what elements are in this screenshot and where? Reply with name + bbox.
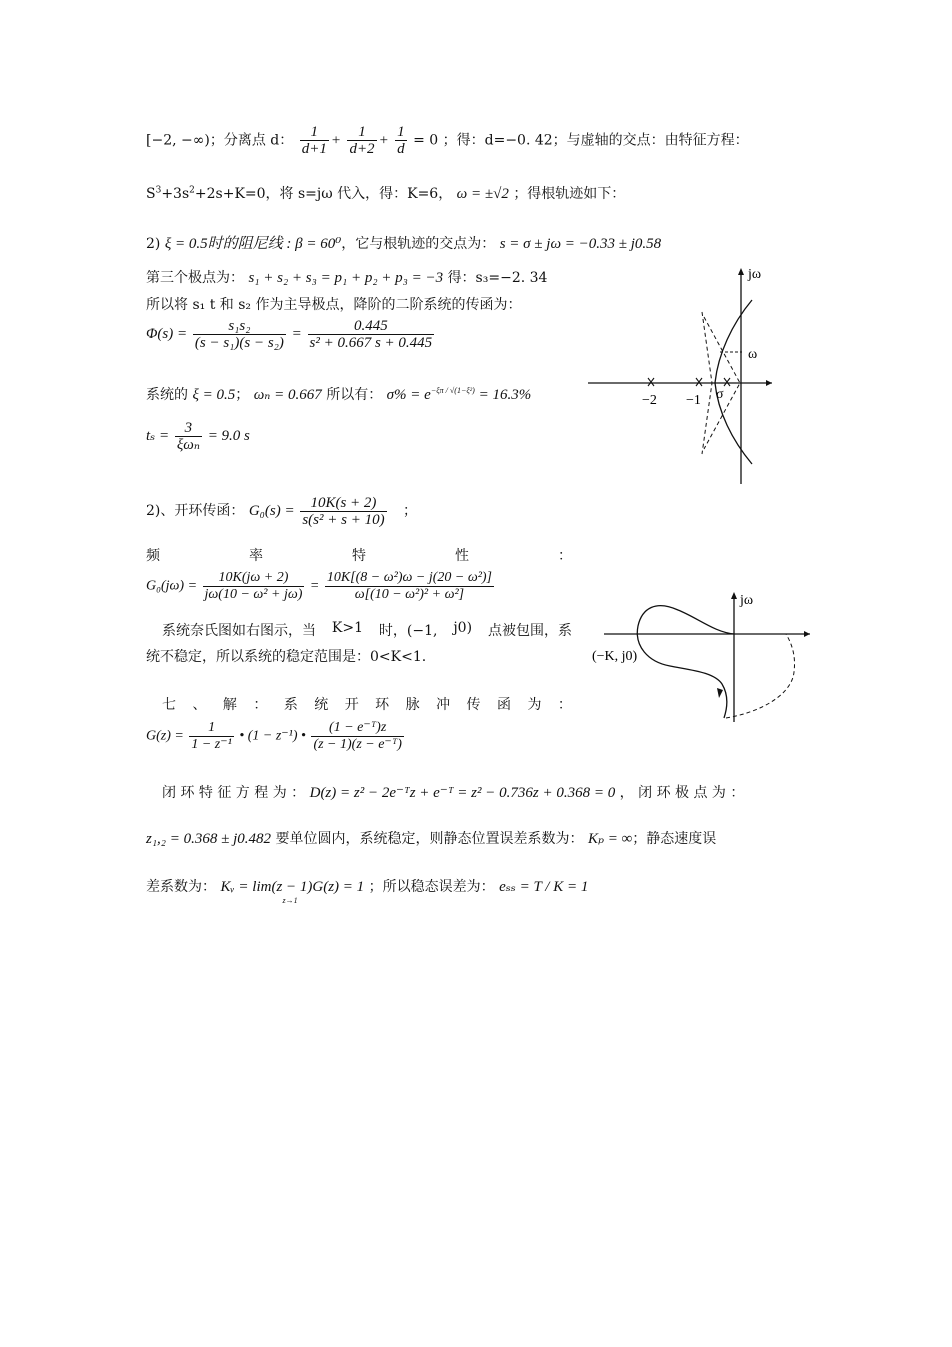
pulse-tf-eq: G(z) = $\frac{1}{\text{1 − z⁻¹}}$ • (1 − z⁻¹) • $\frac{\text{(1 − e⁻ᵀ)z}}{\text{(z − 1)(z − e⁻ᵀ)}}$ [146,720,402,752]
nyquist-dashed-arc [726,634,795,718]
line-12: 系统奈氏图如右图示，当 K>1 时，(−1, j0) 点被包围，系 [162,620,572,639]
imag-axis-arrow [738,268,744,275]
line-3: 2) ξ = 0.5时的阻尼线 : β = 60⁰，它与根轨迹的交点为： s = σ ± jω = −0.33 ± j0.58 [146,236,662,252]
line-14: 七 、 解 ： 系 统 开 环 脉 冲 传 函 为 ： [162,697,572,713]
fraction-1: $\frac{1}{d+1}$ [301,124,327,157]
settling-time-eq: tₛ = $\frac{3}{\text{ξωₙ}}$ = 9.0 s [146,420,250,453]
line-7: 系统的 ξ = 0.5； ωₙ = 0.667 所以有： $\sigma\% = e^{-\xi\pi / √(1-\xi^2)} = 16.3\%$ [146,386,532,403]
nyquist-figure [586,588,816,726]
line-18: 差系数为： Kᵥ = lim(z − 1)G(z) = 1 z→1 ；所以稳态误差为： eₛₛ = T / K = 1 [146,879,589,905]
transfer-fn-eq: Φ(s) = $\frac{\text{s₁s₂}}{\text{(s − s₁)(s − s₂)}}$ = $\frac{0.445}{\text{s² + 0.667 s + 0.445}}$ [146,318,433,351]
real-axis-arrow [804,631,810,637]
real-axis-arrow [766,380,772,386]
line-9: 2)、开环传函： G₀(s) = $\frac{10K(s + 2)}{\text{s(s² + s + 10)}}$ ； [146,495,418,528]
jw-label: jω [740,593,754,608]
range-text: [−2, −∞)；分离点 d： [146,132,294,149]
open-loop-tf: G₀(s) = $\frac{10K(s + 2)}{\text{s(s² + s + 10)}}$ [248,495,385,528]
pole-marker-1 [724,378,730,386]
intersection-eq: s = σ ± jω = −0.33 ± j0.58 [499,236,662,252]
line-5: 所以将 s₁ t 和 s₂ 作为主导极点，降阶的二阶系统的传函为： [146,297,522,313]
omega-eq: ω = ±√2 [456,186,509,202]
omega-label: ω [748,347,758,362]
overshoot-eq: $\sigma\% = e^{-\xi\pi / √(1-\xi^2)} = 16.3\%$ [386,386,532,403]
line-17: z₁,₂ = 0.368 ± j0.482 要单位圆内，系统稳定，则静态位置误差系数为： Kₚ = ∞；静态速度误 [146,831,717,847]
line-1-tail: = 0 ；得：d=−0. 42；与虚轴的交点：由特征方程： [413,132,749,149]
nyquist-curve [637,606,734,718]
minus-one-label: −1 [686,393,701,408]
freq-response-eq: G₀(jω) = $\frac{10K(j\omega + 2)}{\text{jω(10 − ω² + jω)}}$ = $\frac{\text{10K[(8 − ω²)ω − j(20 − ω²)]}}{\text{ω[(10 − ω²)² + ω²]}}$ [146,570,493,602]
jw-label: jω [748,267,762,282]
line-10: 频 率 特 性 ： [146,548,572,564]
line-13: 统不稳定，所以系统的稳定范围是：0<K<1. [146,649,427,665]
damping-line: ξ = 0.5时的阻尼线 : β = 60⁰ [164,236,342,252]
locus-branch-right [715,300,752,464]
critical-point-label: (−K, j0) [592,649,638,664]
fraction-2: $\frac{1}{d+2}$ [349,124,375,157]
minus-two-label: −2 [642,393,657,408]
imag-axis-arrow [731,592,737,599]
line-4: 第三个极点为： s₁ + s₂ + s₃ = p₁ + p₂ + p₃ = −3 得：s₃=−2. 34 [146,270,548,286]
line-16: 闭 环 特 征 方 程 为 ： D(z) = z² − 2e⁻ᵀz + e⁻ᵀ = z² − 0.736z + 0.368 = 0 ， 闭 环 极 点 为 ： [162,785,745,801]
pole-marker-3 [648,378,654,386]
root-locus-figure [580,262,780,490]
nyquist-arrow [717,688,723,698]
line-1: [−2, −∞)；分离点 d： $\frac{1}{d+1}$ + $\frac{1}{d+2}$ + $\frac{1}{d}$ = 0 ；得：d=−0. 42；与虚轴的交点：由特征方程： [146,124,749,157]
pole-marker-2 [696,378,702,386]
fraction-3: $\frac{1}{d}$ [397,124,405,157]
pole-sum-eq: s₁ + s₂ + s₃ = p₁ + p₂ + p₃ = −3 [248,270,444,286]
line-2: $S^3+3s^2+2s+K=0$，将 s=jω 代入，得：K=6， ω = ±√2 ；得根轨迹如下： [146,185,626,202]
char-eq: D(z) = z² − 2e⁻ᵀz + e⁻ᵀ = z² − 0.736z + 0.368 = 0 [309,785,616,801]
sigma-label: σ [716,387,724,402]
